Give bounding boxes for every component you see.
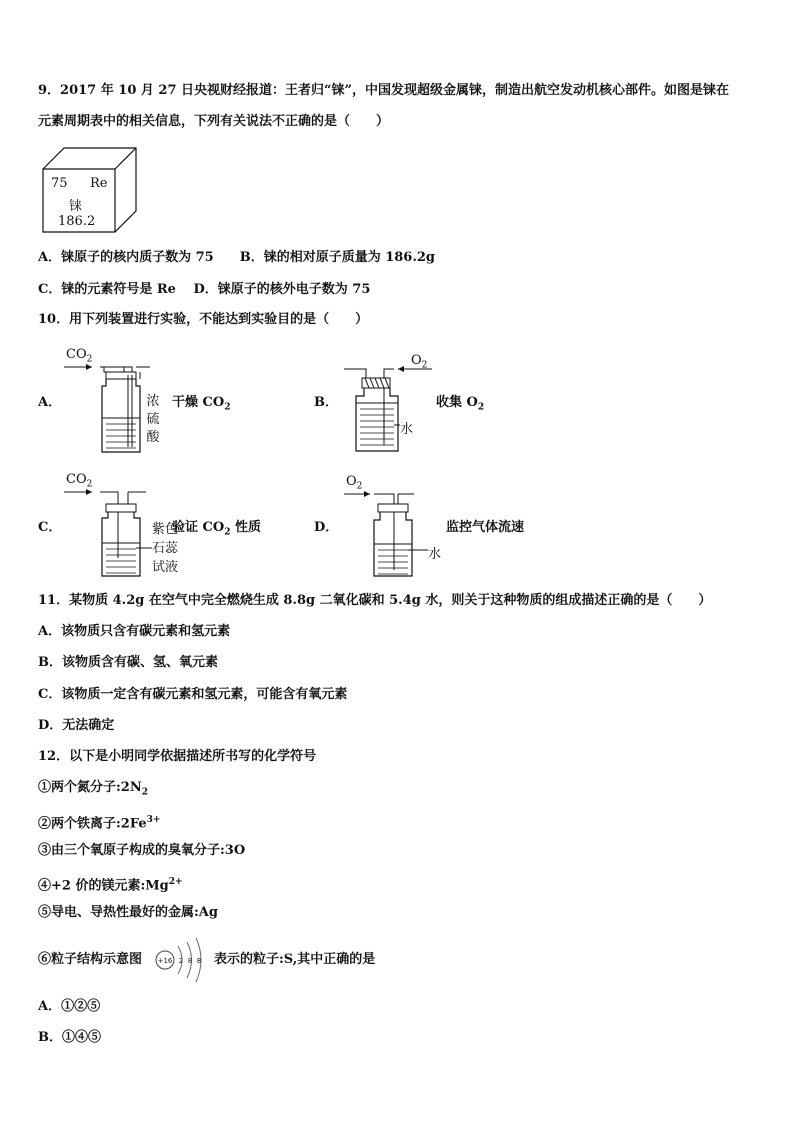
element-card-rhenium: [42, 147, 136, 233]
apparatus-a-gas-label: $CO_2$: [66, 347, 93, 365]
gas-washing-bottle-d: [336, 470, 456, 585]
apparatus-d: [336, 470, 456, 585]
atom-nucleus: +16: [157, 957, 173, 965]
q10-option-d-letter: D．: [314, 520, 339, 535]
apparatus-d-caption: 监控气体流速: [446, 520, 525, 535]
q9-stem-line2: 元素周期表中的相关信息，下列有关说法不正确的是（ ）: [38, 114, 390, 129]
gas-washing-bottle-a: [60, 345, 180, 465]
q12-item-5: ⑤导电、导热性最好的金属:Ag: [38, 905, 218, 920]
liquid-a-char-1: 浓: [146, 394, 160, 409]
atom-shell-2: 8: [187, 957, 193, 965]
q11-option-a: A．该物质只含有碳元素和氢元素: [38, 624, 231, 639]
liquid-b-label: 水: [400, 422, 414, 437]
q12-item-6-suffix: 表示的粒子:S,其中正确的是: [214, 952, 376, 967]
q9-options-ab: A．铼原子的核内质子数为 75 B．铼的相对原子质量为 186.2g: [38, 250, 436, 265]
apparatus-b-caption: 收集 $O_2$: [436, 395, 485, 413]
liquid-a-char-3: 酸: [146, 430, 160, 445]
collection-bottle-b: [336, 345, 446, 465]
atom-diagram-svg: [154, 934, 209, 986]
q10-stem: 10．用下列装置进行实验，不能达到实验目的是（ ）: [38, 312, 369, 327]
q9-options-cd: C．铼的元素符号是 Re D．铼原子的核外电子数为 75: [38, 282, 371, 297]
liquid-c-line-1: 紫色: [152, 522, 179, 537]
liquid-c-line-2: 石蕊: [152, 541, 179, 556]
atom-shell-3: 8: [196, 957, 202, 965]
apparatus-c: [60, 470, 190, 585]
q11-option-d: D．无法确定: [38, 718, 115, 733]
q11-option-b: B．该物质含有碳、氢、氧元素: [38, 655, 218, 670]
apparatus-c-caption: 验证 $CO_2$ 性质: [172, 520, 261, 538]
q10-option-c-letter: C．: [38, 520, 62, 535]
atomic-structure-diagram: [154, 934, 209, 986]
q11-stem: 11．某物质 4.2g 在空气中完全燃烧生成 8.8g 二氧化碳和 5.4g 水，则关于这种物质的组成描述正确的是（ ）: [38, 593, 712, 608]
q11-option-c: C．该物质一定含有碳元素和氢元素，可能含有氧元素: [38, 687, 348, 702]
liquid-a-char-2: 硫: [146, 412, 160, 427]
element-name: 铼: [69, 199, 83, 214]
atom-shell-1: 2: [178, 957, 184, 965]
q10-option-b-letter: B．: [314, 395, 338, 410]
element-symbol: Re: [90, 176, 108, 191]
q12-item-4: ④+2 价的镁元素$:Mg^{2+}$: [38, 877, 183, 894]
apparatus-b-gas-label: $O_2$: [411, 353, 428, 371]
q12-stem: 12．以下是小明同学依据描述所书写的化学符号: [38, 749, 317, 764]
q12-option-a: A．①②⑤: [38, 999, 101, 1014]
apparatus-a-caption: 干燥 $CO_2$: [172, 395, 231, 413]
q9-stem-line1: 9．2017 年 10 月 27 日央视财经报道：王者归“铼”，中国发现超级金属铼，制造出航空发动机核心部件。如图是铼在: [38, 83, 729, 98]
atomic-number: 75: [51, 176, 68, 191]
q10-option-a-letter: A．: [38, 395, 62, 410]
q12-item-1: ①两个氮分子$:2N_2$: [38, 780, 148, 798]
liquid-c-line-3: 试液: [152, 560, 179, 575]
q12-item-3: ③由三个氧原子构成的臭氧分子:3O: [38, 843, 246, 858]
apparatus-a: [60, 345, 180, 465]
apparatus-c-gas-label: $CO_2$: [66, 472, 93, 490]
q12-option-b: B．①④⑤: [38, 1030, 101, 1045]
atomic-mass: 186.2: [58, 214, 96, 229]
apparatus-b: [336, 345, 446, 465]
q12-item-2: ②两个铁离子$:2Fe^{3+}$: [38, 815, 161, 832]
liquid-d-label: 水: [428, 547, 442, 562]
apparatus-d-gas-label: $O_2$: [346, 474, 363, 492]
q12-item-6-prefix: ⑥粒子结构示意图: [38, 952, 143, 967]
